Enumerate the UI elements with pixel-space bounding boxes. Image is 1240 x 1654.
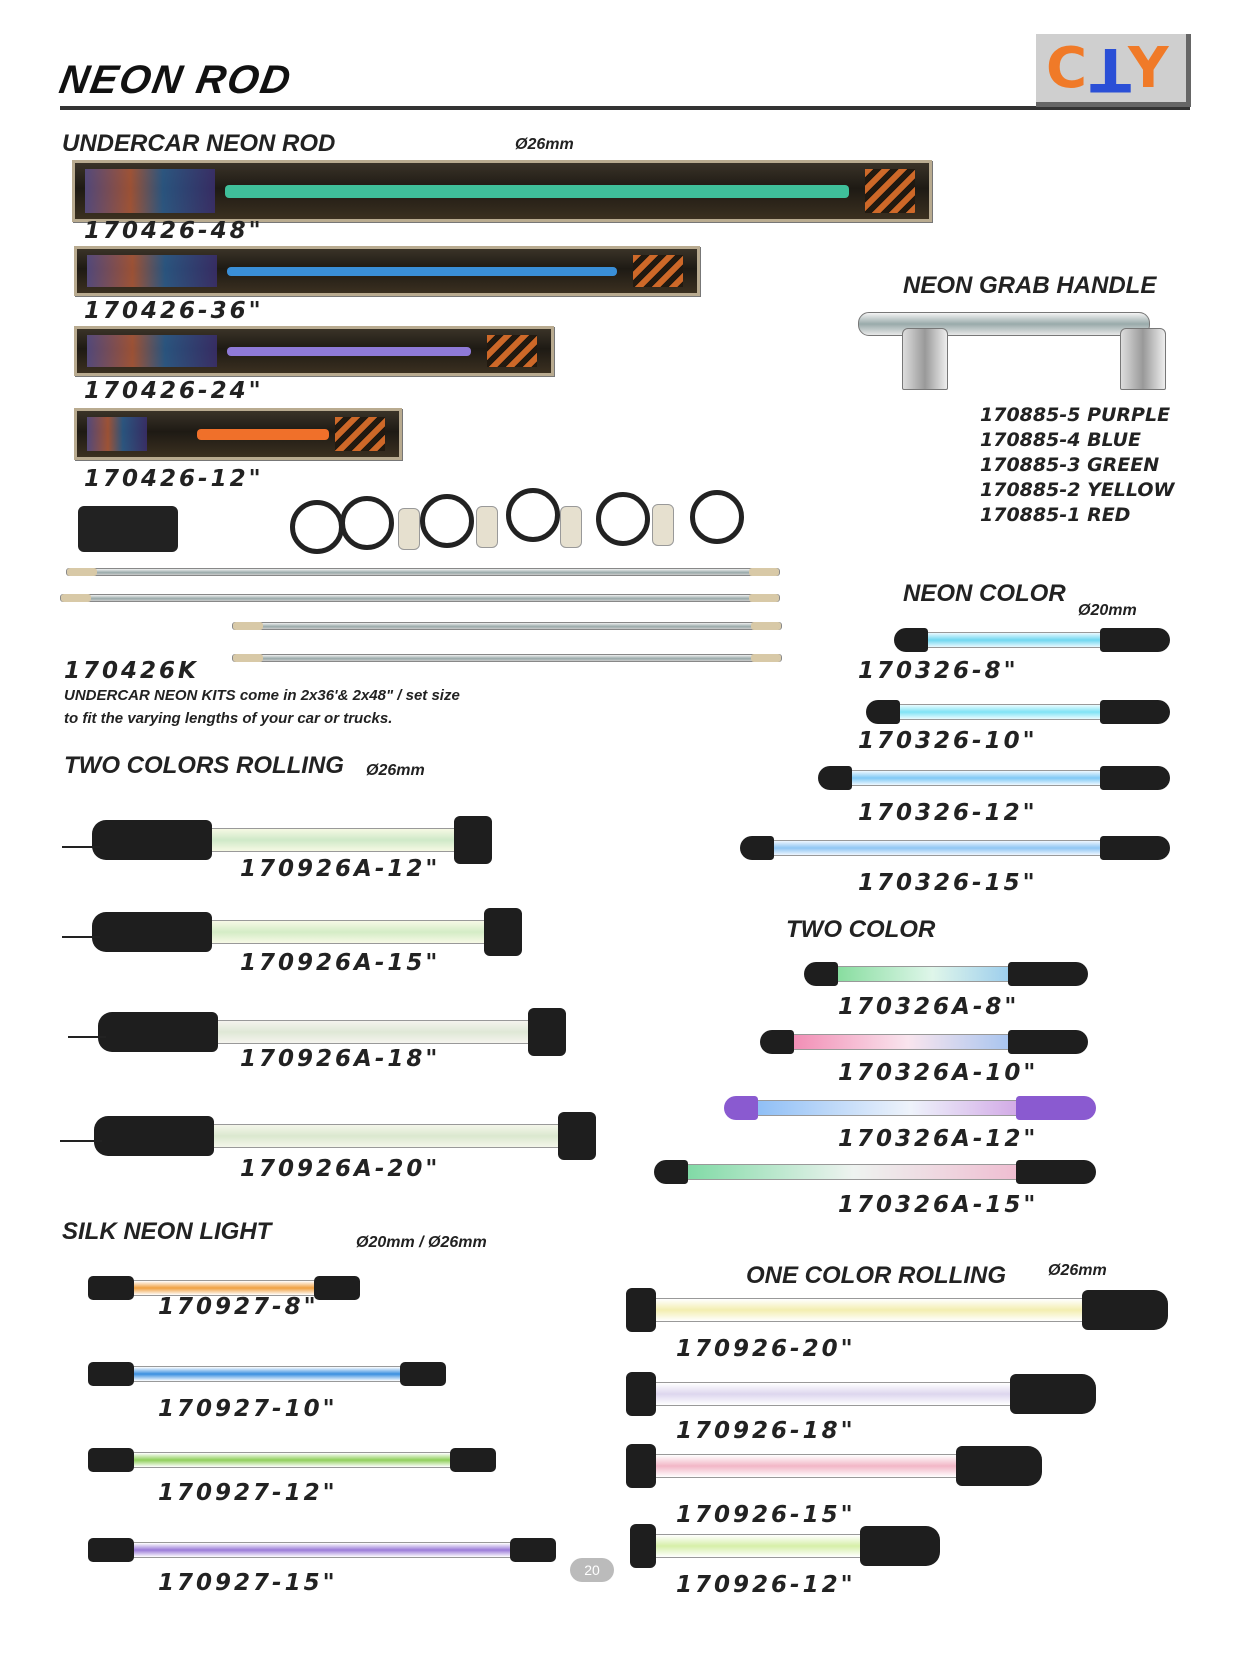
product-code: 170326A-8": [838, 994, 1020, 1020]
product-code: 170927-8": [158, 1294, 319, 1320]
kit-description-line2: to fit the varying lengths of your car or trucks.: [64, 710, 393, 727]
two-colors-rolling-diameter: Ø26mm: [366, 762, 425, 779]
product-code: 170926-12": [676, 1572, 856, 1598]
neon-color-diameter: Ø20mm: [1078, 602, 1137, 619]
one-color-rolling-diameter: Ø26mm: [1048, 1262, 1107, 1279]
product-code: 170926-18": [676, 1418, 856, 1444]
two-colors-rolling-rod: [100, 820, 484, 860]
grab-handle-list: [980, 404, 1174, 529]
grab-item: 170885-2 YELLOW: [980, 479, 1175, 501]
silk-rod: [94, 1362, 440, 1386]
two-color-rod: [730, 1096, 1090, 1120]
neon-rod: [900, 628, 1164, 652]
product-code: 170927-10": [158, 1396, 338, 1422]
two-colors-rolling-rod: [102, 1116, 588, 1156]
undercar-package-48: [72, 160, 932, 222]
product-code: 170326-8": [858, 658, 1019, 684]
two-color-rod: [660, 1160, 1090, 1184]
undercar-package-36: [74, 246, 700, 296]
silk-rod: [94, 1448, 490, 1472]
silk-glass: [94, 1366, 440, 1382]
bare-tube: [66, 568, 780, 576]
silk-rod: [94, 1538, 550, 1562]
neon-rod: [824, 766, 1164, 790]
page-title: NEON ROD: [56, 58, 296, 102]
cable-coil: [690, 490, 744, 544]
bare-tube: [232, 622, 782, 630]
silk-glass: [94, 1452, 490, 1468]
product-code: 170326-12": [858, 800, 1038, 826]
neon-rod: [872, 700, 1164, 724]
cable-coil: [506, 488, 560, 542]
two-color-rod: [766, 1030, 1082, 1054]
neon-rod: [746, 836, 1164, 860]
title-divider: [60, 106, 1190, 110]
undercar-heading: UNDERCAR NEON ROD: [62, 130, 336, 157]
bare-tube: [60, 594, 780, 602]
one-color-rolling-rod: [630, 1290, 1162, 1330]
cable-coil: [420, 494, 474, 548]
kit-code: 170426K: [64, 658, 199, 684]
two-color-heading: TWO COLOR: [786, 916, 936, 943]
product-code: 170926A-12": [240, 856, 441, 882]
product-code: 170326A-10": [838, 1060, 1039, 1086]
cable-coil: [290, 500, 344, 554]
cable-coil: [596, 492, 650, 546]
bare-tube: [232, 654, 782, 662]
transformer-box: [78, 506, 178, 552]
silk-diameter: Ø20mm / Ø26mm: [356, 1234, 487, 1251]
one-color-rolling-heading: ONE COLOR ROLLING: [746, 1262, 1006, 1289]
one-color-rolling-rod: [630, 1374, 1090, 1414]
grab-item: 170885-3 GREEN: [980, 454, 1160, 476]
product-code: 170927-15": [158, 1570, 338, 1596]
product-code: 170926-15": [676, 1502, 856, 1528]
power-cord: [60, 1140, 102, 1142]
two-colors-rolling-heading: TWO COLORS ROLLING: [64, 752, 344, 779]
grab-item: 170885-1 RED: [980, 504, 1131, 526]
connector-plug: [398, 508, 420, 550]
grab-handle-foot: [1120, 328, 1166, 390]
power-cord: [62, 846, 100, 848]
product-code: 170426-12": [84, 466, 264, 492]
product-code: 170926-20": [676, 1336, 856, 1362]
brand-logo: C T Y: [1036, 34, 1191, 107]
two-color-rod: [810, 962, 1082, 986]
kit-description-line1: UNDERCAR NEON KITS come in 2x36'& 2x48" / set size: [64, 687, 460, 704]
silk-glass: [94, 1542, 550, 1558]
undercar-package-24: [74, 326, 554, 376]
product-code: 170326-10": [858, 728, 1038, 754]
grab-item: 170885-5 PURPLE: [980, 404, 1171, 426]
product-code: 170326-15": [858, 870, 1038, 896]
grab-handle-foot: [902, 328, 948, 390]
product-code: 170326A-12": [838, 1126, 1039, 1152]
product-code: 170926A-20": [240, 1156, 441, 1182]
cable-coil: [340, 496, 394, 550]
undercar-package-12: [74, 408, 402, 460]
product-code: 170426-24": [84, 378, 264, 404]
power-cord: [68, 1036, 106, 1038]
power-cord: [62, 936, 100, 938]
connector-plug: [476, 506, 498, 548]
neon-color-heading: NEON COLOR: [903, 580, 1066, 607]
grab-item: 170885-4 BLUE: [980, 429, 1142, 451]
one-color-rolling-rod: [634, 1526, 934, 1566]
undercar-diameter: Ø26mm: [515, 136, 574, 153]
product-code: 170926A-18": [240, 1046, 441, 1072]
product-code: 170326A-15": [838, 1192, 1039, 1218]
product-code: 170927-12": [158, 1480, 338, 1506]
page-number: 20: [570, 1558, 614, 1582]
product-code: 170926A-15": [240, 950, 441, 976]
connector-plug: [560, 506, 582, 548]
one-color-rolling-rod: [630, 1446, 1036, 1486]
connector-plug: [652, 504, 674, 546]
silk-heading: SILK NEON LIGHT: [62, 1218, 272, 1245]
grab-handle-heading: NEON GRAB HANDLE: [903, 272, 1157, 299]
two-colors-rolling-rod: [100, 912, 514, 952]
product-code: 170426-36": [84, 298, 264, 324]
product-code: 170426-48": [84, 218, 264, 244]
